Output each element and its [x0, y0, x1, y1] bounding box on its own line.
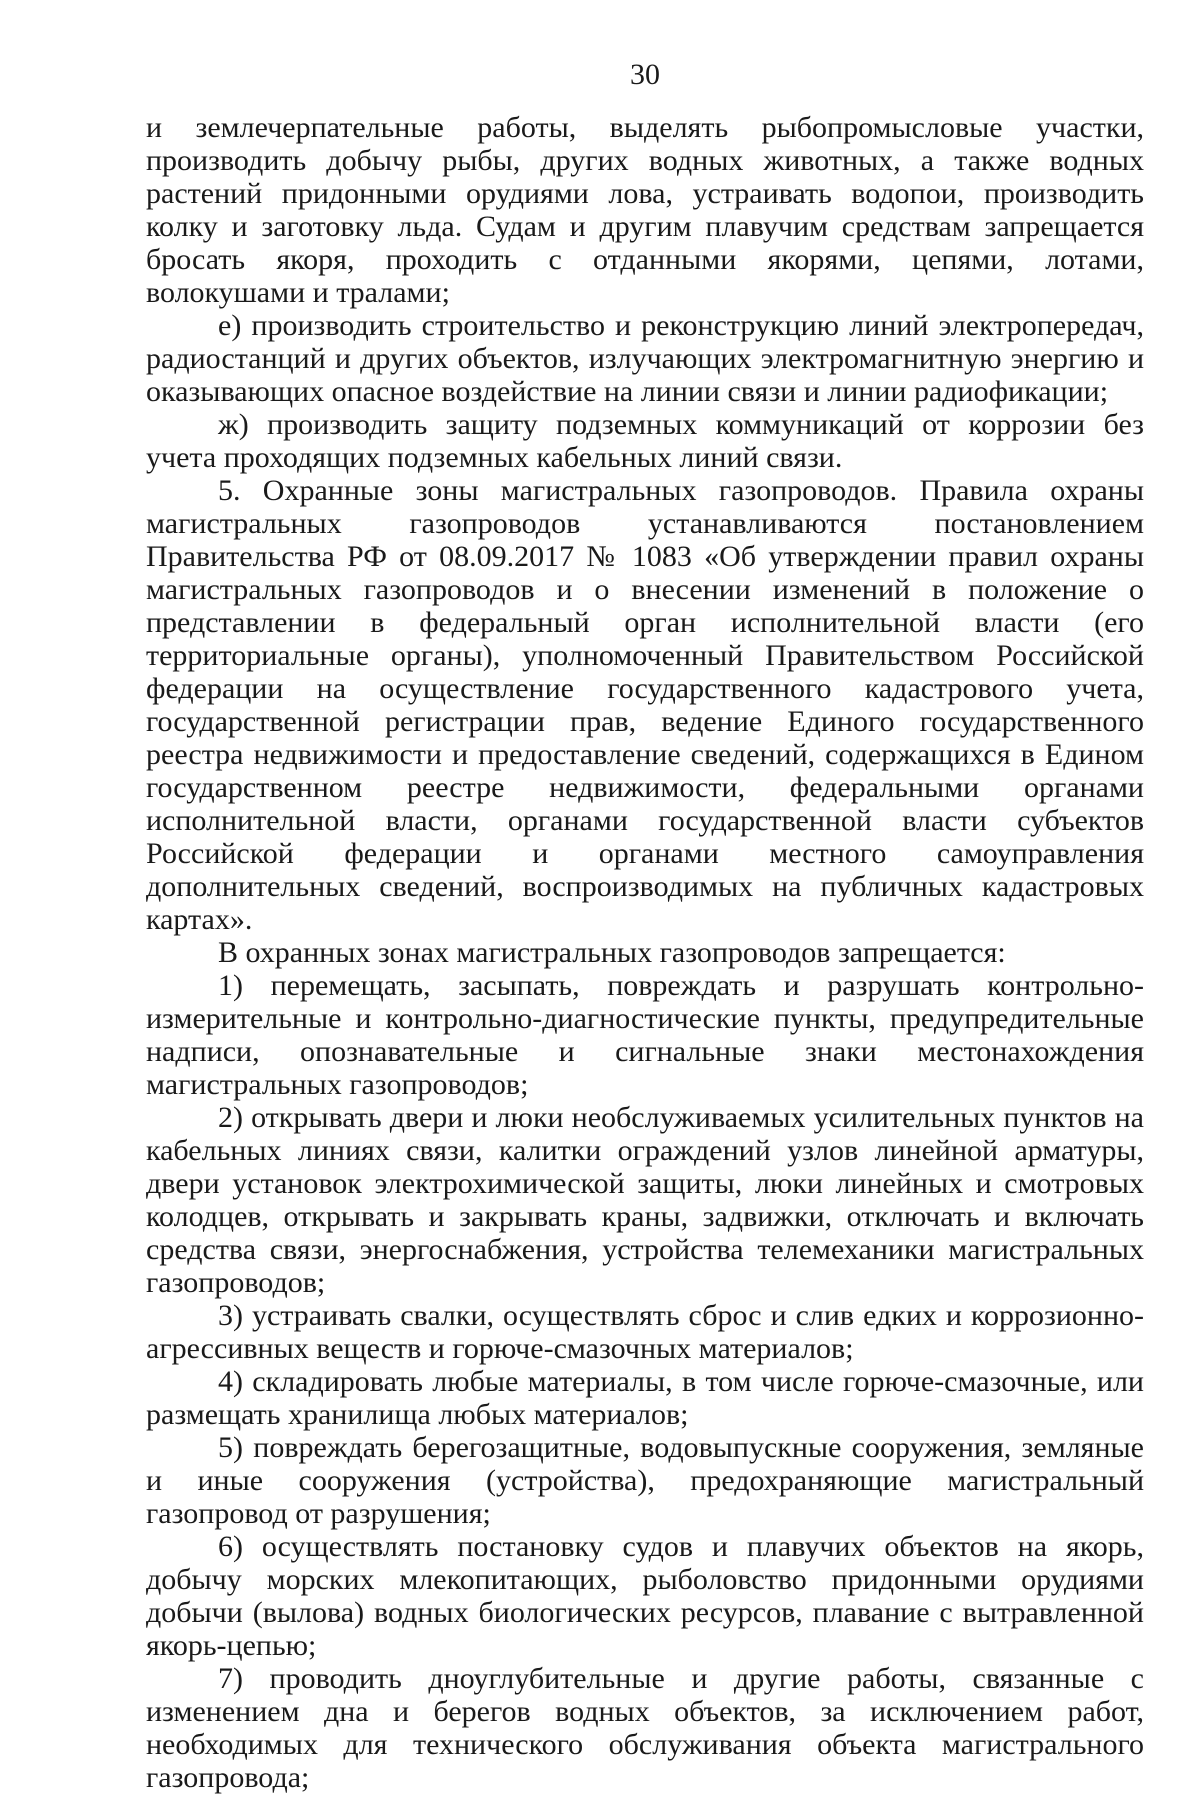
paragraph: 7) проводить дноуглубительные и другие работы, связанные с изменением дна и берегов водных объектов, за исключением работ, необходимых для технического обслуживания объекта магистрального газопровода;: [146, 1662, 1144, 1794]
paragraph: ж) производить защиту подземных коммуникаций от коррозии без учета проходящих подземных кабельных линий связи.: [146, 408, 1144, 474]
paragraph: 5. Охранные зоны магистральных газопроводов. Правила охраны магистральных газопроводов устанавливаются постановлением Правительства РФ от 08.09.2017 № 1083 «Об утверждении правил охраны магистральных газопроводов и о внесении изменений в положение о представлении в федеральный орган исполнительной власти (его территориальные органы), уполномоченный Правительством Российской федерации на осуществление государственного кадастрового учета, государственной регистрации прав, ведение Единого государственного реестра недвижимости и предоставление сведений, содержащихся в Едином государственном реестре недвижимости, федеральными органами исполнительной власти, органами государственной власти субъектов Российской федерации и органами местного самоуправления дополнительных сведений, воспроизводимых на публичных кадастровых картах».: [146, 474, 1144, 936]
paragraph: 3) устраивать свалки, осуществлять сброс и слив едких и коррозионно-агрессивных веществ и горюче-смазочных материалов;: [146, 1299, 1144, 1365]
document-body: [146, 111, 1144, 1794]
paragraph: 6) осуществлять постановку судов и плавучих объектов на якорь, добычу морских млекопитающих, рыболовство придонными орудиями добычи (вылова) водных биологических ресурсов, плавание с вытравленной якорь-цепью;: [146, 1530, 1144, 1662]
paragraph: 2) открывать двери и люки необслуживаемых усилительных пунктов на кабельных линиях связи, калитки ограждений узлов линейной арматуры, двери установок электрохимической защиты, люки линейных и смотровых колодцев, открывать и закрывать краны, задвижки, отключать и включать средства связи, энергоснабжения, устройства телемеханики магистральных газопроводов;: [146, 1101, 1144, 1299]
paragraph: В охранных зонах магистральных газопроводов запрещается:: [218, 936, 1006, 969]
page-number: 30: [630, 58, 660, 91]
paragraph: и землечерпательные работы, выделять рыбопромысловые участки, производить добычу рыбы, других водных животных, а также водных растений придонными орудиями лова, устраивать водопои, производить колку и заготовку льда. Судам и другим плавучим средствам запрещается бросать якоря, проходить с отданными якорями, цепями, лотами, волокушами и тралами;: [146, 111, 1144, 309]
paragraph: 5) повреждать берегозащитные, водовыпускные сооружения, земляные и иные сооружения (устройства), предохраняющие магистральный газопровод от разрушения;: [146, 1431, 1144, 1530]
paragraph: 4) складировать любые материалы, в том числе горюче-смазочные, или размещать хранилища любых материалов;: [146, 1365, 1144, 1431]
paragraph: е) производить строительство и реконструкцию линий электропередач, радиостанций и других объектов, излучающих электромагнитную энергию и оказывающих опасное воздействие на линии связи и линии радиофикации;: [146, 309, 1144, 408]
paragraph: 1) перемещать, засыпать, повреждать и разрушать контрольно-измерительные и контрольно-диагностические пункты, предупредительные надписи, опознавательные и сигнальные знаки местонахождения магистральных газопроводов;: [146, 969, 1144, 1101]
